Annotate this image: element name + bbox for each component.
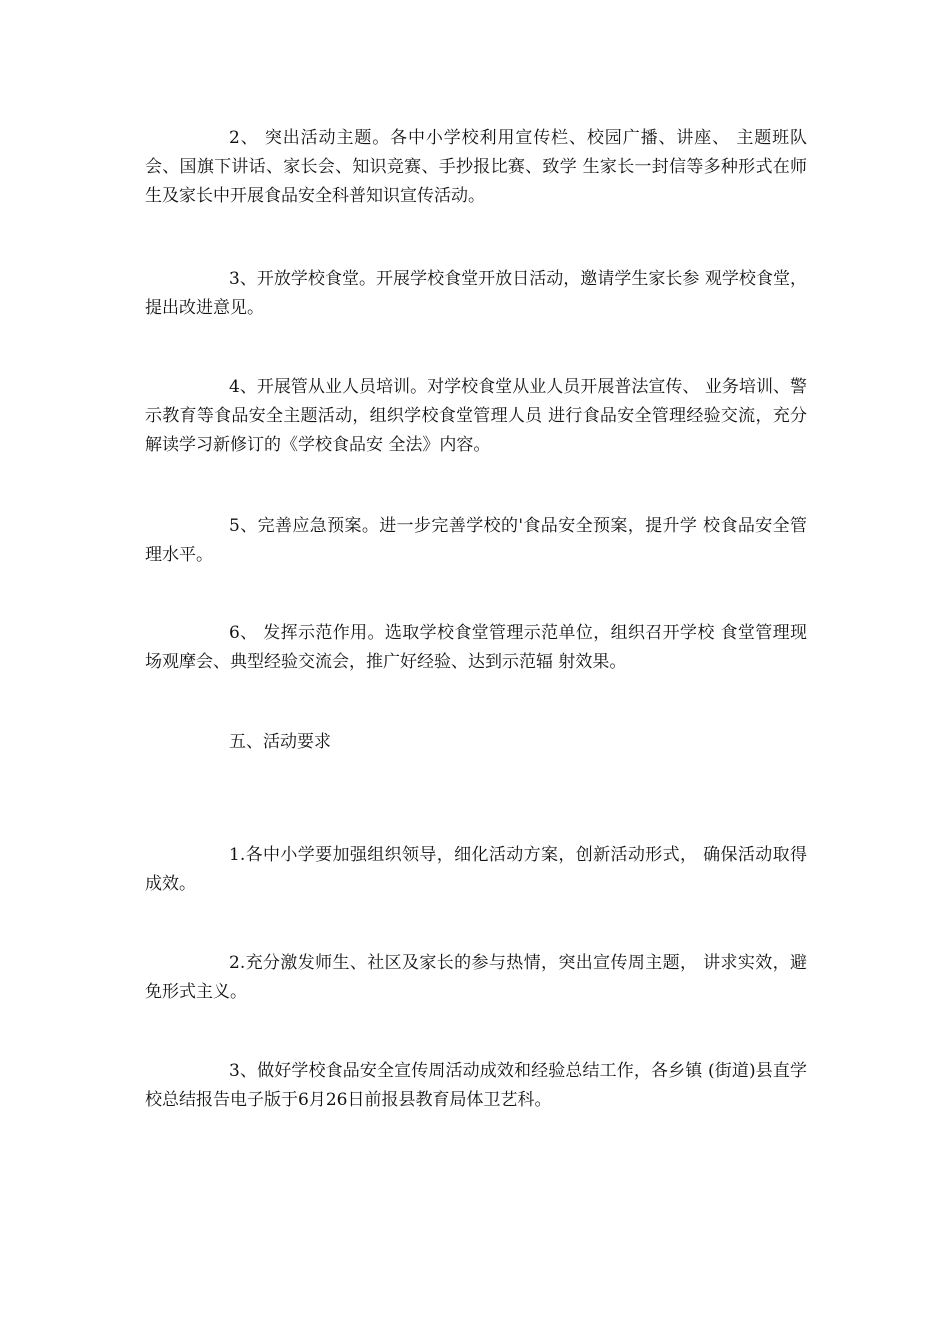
requirement-item-3: 3、做好学校食品安全宣传周活动成效和经验总结工作，各乡镇 (街道)县直学校总结报告电子版于6月26日前报县教育局体卫艺科。 bbox=[145, 1061, 807, 1110]
section-heading: 五、活动要求 bbox=[229, 732, 331, 752]
paragraph-demonstration: 6、 发挥示范作用。选取学校食堂管理示范单位，组织召开学校 食堂管理现场观摩会、典型经验交流会，推广好经验、达到示范辐 射效果。 bbox=[145, 623, 807, 672]
requirement-item-1: 1.各中小学要加强组织领导，细化活动方案，创新活动形式， 确保活动取得成效。 bbox=[145, 845, 807, 894]
paragraph-open-canteen: 3、开放学校食堂。开展学校食堂开放日活动，邀请学生家长参 观学校食堂，提出改进意见。 bbox=[145, 269, 807, 318]
paragraph-emergency-plan: 5、完善应急预案。进一步完善学校的'食品安全预案，提升学 校食品安全管理水平。 bbox=[145, 516, 807, 565]
paragraph-staff-training: 4、开展管从业人员培训。对学校食堂从业人员开展普法宣传、 业务培训、警示教育等食品安全主题活动，组织学校食堂管理人员 进行食品安全管理经验交流，充分解读学习新修订的《学校食品安 全法》内容。 bbox=[145, 377, 807, 455]
requirement-item-2: 2.充分激发师生、社区及家长的参与热情，突出宣传周主题， 讲求实效，避免形式主义。 bbox=[145, 953, 807, 1002]
paragraph-highlight-theme: 2、 突出活动主题。各中小学校利用宣传栏、校园广播、讲座、 主题班队会、国旗下讲话、家长会、知识竞赛、手抄报比赛、致学 生家长一封信等多种形式在师生及家长中开展食品安全科普知识宣传活动。 bbox=[145, 128, 807, 206]
